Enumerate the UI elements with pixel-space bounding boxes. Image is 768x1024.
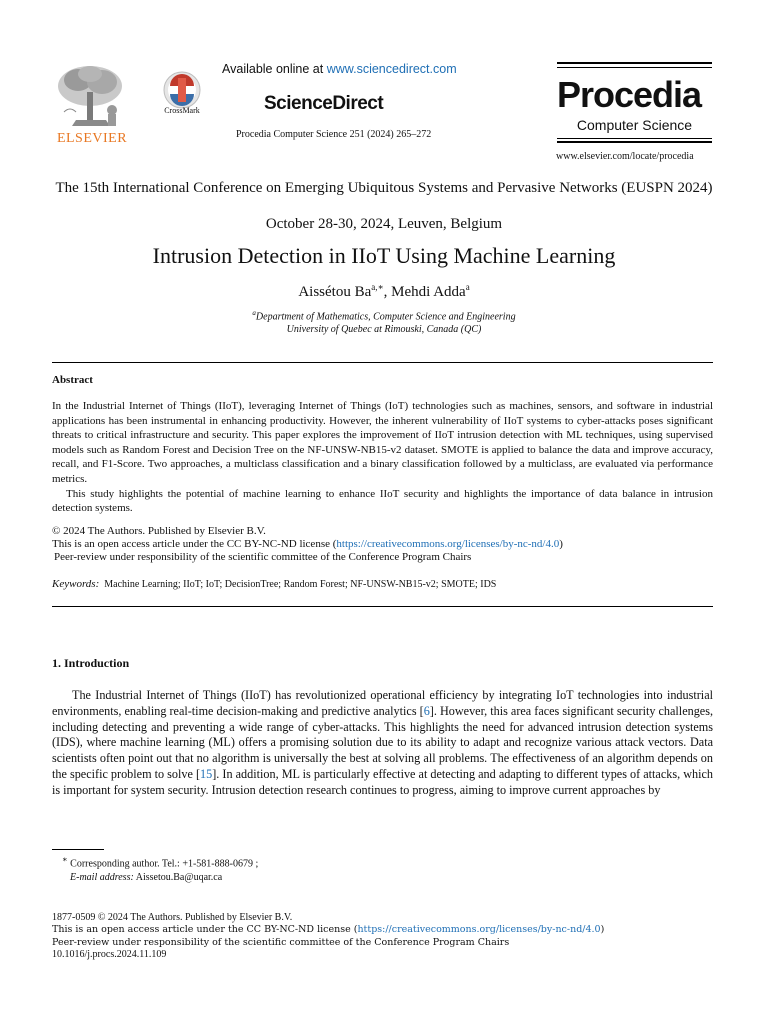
available-prefix: Available online at (222, 62, 327, 76)
author-list (40, 282, 728, 301)
procedia-title: Procedia (557, 74, 702, 115)
intro-text: The Industrial Internet of Things (IIoT) has revolutionized operational efficiency by integrating IoT technologies into industrial environments, enabling real-time decision-making and predictive analytics [ (52, 688, 713, 718)
footnote-divider (52, 849, 104, 850)
peer-review-line: Peer-review under responsibility of the scientific committee of the Conference Program Chairs (52, 936, 510, 948)
introduction-paragraph (52, 688, 713, 799)
procedia-subtitle: Computer Science (576, 117, 693, 133)
footnote-phone: Corresponding author. Tel.: +1-581-888-0679 ; (67, 858, 259, 870)
publication-info (52, 912, 713, 962)
footnote-email (62, 871, 258, 885)
footnote-mark: ∗ (62, 855, 68, 864)
affiliation (40, 307, 728, 336)
peer-review-line: Peer-review under responsibility of the scientific committee of the Conference Program Chairs (54, 551, 472, 564)
journal-url[interactable]: www.elsevier.com/locate/procedia (556, 151, 694, 162)
keywords-line (52, 578, 713, 590)
email-label: E-mail address: (70, 872, 134, 884)
copyright-line: © 2024 The Authors. Published by Elsevier B.V. (52, 525, 266, 537)
doi-line[interactable]: 10.1016/j.procs.2024.11.109 (52, 949, 167, 961)
keywords-text: Machine Learning; IIoT; IoT; DecisionTree; Random Forest; NF-UNSW-NB15-v2; SMOTE; IDS (104, 579, 497, 590)
citation-link[interactable]: 15 (200, 766, 213, 781)
abstract-paragraph: This study highlights the potential of machine learning to enhance IIoT security and highlights the importance of data balance in intrusion detection systems. (52, 487, 713, 515)
citation-link[interactable]: 6 (423, 703, 430, 718)
author-separator: , (383, 284, 392, 300)
crossmark-label: CrossMark (164, 106, 200, 115)
conference-date-place: October 28-30, 2024, Leuven, Belgium (265, 216, 503, 232)
intro-text: ]. However, this area faces significant security challenges, including detecting and preventing a wide range of cyber-attacks. This highlights the need for advanced intrusion detection systems (IDS), where machine learning (ML) offers a promising solution due to its ability to adapt and recognize various attack vectors. Data scientists often point out that no algorithm is universally the best at solving all problems. The effectiveness of an algorithm depends on the specific problem to solve [ (52, 703, 713, 781)
sciencedirect-brand: ScienceDirect (264, 93, 384, 114)
journal-citation: Procedia Computer Science 251 (2024) 265–272 (236, 129, 432, 140)
section-divider (52, 362, 713, 363)
affiliation-university: University of Quebec at Rimouski, Canada (QC) (286, 324, 482, 336)
author-affiliation-mark: a (465, 282, 470, 292)
author-name: Mehdi Adda (391, 284, 466, 300)
keywords-label: Keywords: (52, 578, 100, 590)
footnote-corresponding-author (62, 853, 258, 871)
paper-title: Intrusion Detection in IIoT Using Machine Learning (152, 243, 616, 268)
affiliation-department: Department of Mathematics, Computer Science and Engineering (255, 311, 516, 323)
available-online-line (222, 62, 472, 76)
conference-name: The 15th International Conference on Emerging Ubiquitous Systems and Pervasive Networks (EUSPN 2024) (55, 180, 713, 196)
intro-text: ]. In addition, ML is particularly effective at detecting and adapting to different types of attacks, which is important for system security. Intrusion detection research continues to progress, aiming to improve current approaches by (52, 766, 713, 797)
affiliation-mark: a (252, 309, 256, 317)
issn-copyright-line: 1877-0509 © 2024 The Authors. Published by Elsevier B.V. (52, 912, 293, 923)
license-link[interactable]: https://creativecommons.org/licenses/by-nc-nd/4.0 (336, 538, 560, 551)
elsevier-wordmark: ELSEVIER (56, 131, 128, 146)
section-heading-introduction: 1. Introduction (52, 656, 130, 670)
sciencedirect-link[interactable]: www.sciencedirect.com (326, 62, 457, 76)
abstract-paragraph: In the Industrial Internet of Things (IIoT), leveraging Internet of Things (IoT) technologies such as machines, sensors, and software in industrial applications has been instrumental in enhancing productivity. However, the inherent vulnerability of IIoT systems to cyber-attacks poses significant threats to critical infrastructure and security. This paper explores the improvement of IIoT intrusion detection with ML techniques, using supervised models such as Random Forest and Decision Tree on the NF-UNSW-NB15-v2 dataset. SMOTE is applied to balance the data and improve accuracy, recall, and F1-Score. Two approaches, a multiclass classification and a binary classification followed by a multiclass, are evaluated via performance metrics. (52, 400, 713, 485)
footnote (62, 853, 258, 885)
abstract-heading: Abstract (52, 374, 93, 386)
license-link[interactable]: https://creativecommons.org/licenses/by-nc-nd/4.0 (357, 924, 601, 936)
author-affiliation-mark: a,∗ (371, 282, 384, 292)
abstract-body (52, 399, 713, 516)
open-access-prefix: This is an open access article under the CC BY-NC-ND license ( (52, 538, 337, 551)
open-access-line (52, 924, 713, 936)
open-access-suffix: ) (600, 924, 605, 936)
section-divider (52, 606, 713, 607)
open-access-suffix: ) (559, 538, 563, 551)
open-access-prefix: This is an open access article under the CC BY-NC-ND license ( (52, 924, 358, 936)
email-address: Aissetou.Ba@uqar.ca (133, 872, 223, 884)
author-name: Aissétou Ba (298, 284, 372, 300)
license-block (52, 525, 713, 565)
open-access-line (52, 538, 713, 551)
